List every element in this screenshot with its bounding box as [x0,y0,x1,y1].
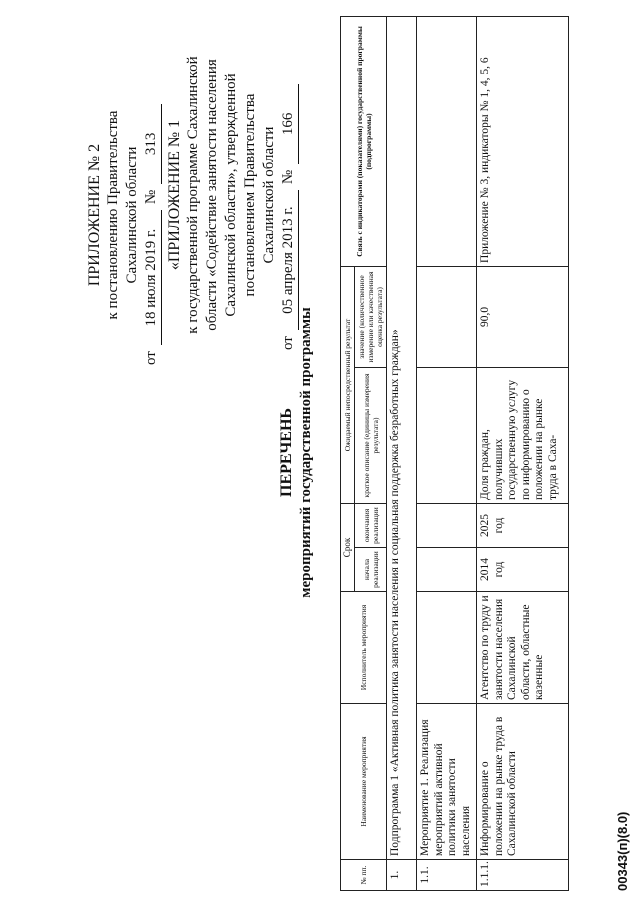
appendix-1-number: 166 [279,84,299,164]
row-num: 1.1. [417,860,477,891]
appendix-2-line2: Сахалинской области [124,146,140,284]
appendix-2-line1: к постановлению Правительства [105,110,121,320]
measures-table [340,16,569,891]
row-num: 1. [387,860,417,891]
appendix-1-line3: Сахалинской области», утвержденной [223,73,239,317]
subprogram-title: Подпрограмма 1 «Активная политика занятости населения и социальная поддержка безработных граждан» [387,16,417,859]
appendix-2-number: 313 [142,104,162,184]
appendix-1-line2: области «Содействие занятости населения [204,59,220,331]
appendix-2-num-label: № [143,189,159,205]
appendix-1-num-label: № [280,169,296,185]
appendix-2-date: 18 июля 2019 г. [142,210,162,345]
row-start [417,548,477,592]
header-term: Срок [341,503,355,591]
table-row [387,16,417,890]
row-end: 2025 год [477,503,569,547]
document-subtitle: мероприятий государственной программы [298,307,314,598]
appendix-1-line4: постановлением Правительства [242,93,258,297]
row-name: Мероприятие 1. Реализация мероприятий активной политики занятости населения [417,704,477,860]
row-value: 90,0 [477,266,569,367]
row-value [417,266,477,367]
row-link [417,16,477,266]
appendix-1-title: «ПРИЛОЖЕНИЕ № 1 [166,119,183,271]
appendix-2-from-label: от [143,351,159,365]
table-row [477,16,569,890]
header-name: Наименование мероприятия [341,704,387,860]
row-num: 1.1.1. [477,860,569,891]
row-desc [417,367,477,503]
row-name: Информирование о положении на рынке труда в Сахалинской области [477,704,569,860]
appendix-2-title: ПРИЛОЖЕНИЕ № 2 [86,143,103,287]
appendix-2-block [85,65,162,365]
table-header-row [341,16,355,890]
header-result-desc: краткое описание (единицы измерения результата) [355,367,387,503]
header-term-end: окончания реализации [355,503,387,547]
header-result: Ожидаемый непосредственный результат [341,266,355,503]
row-start: 2014 год [477,548,569,592]
row-executor: Агентство по труду и занятости населения Сахалинской области, областные казенные [477,592,569,704]
header-term-start: начала реализации [355,548,387,592]
appendix-1-from-label: от [280,336,296,350]
row-desc: Доля граждан, получивших государственную услугу по информированию о положении на рынке труда в Саха- [477,367,569,503]
header-result-value: значение (количественное измерение или качественная оценка результата) [355,266,387,367]
header-link: Связь с индикаторами (показателями) государственной программы (подпрограммы) [341,16,387,266]
header-executor: Исполнитель мероприятия [341,592,387,704]
appendix-1-date: 05 апреля 2013 г. [279,190,299,330]
appendix-1-line5: Сахалинской области [261,126,277,264]
document-title: ПЕРЕЧЕНЬ [278,408,295,497]
document-code: 00343(п)(8.0) [615,811,630,891]
appendix-2-date-row [142,65,162,365]
appendix-1-line1: к государственной программе Сахалинской [185,56,201,334]
header-num: № пп. [341,860,387,891]
row-link: Приложение № 3, индикаторы № 1, 4, 5, 6 [477,16,569,266]
table-row [417,16,477,890]
row-executor [417,592,477,704]
row-end [417,503,477,547]
